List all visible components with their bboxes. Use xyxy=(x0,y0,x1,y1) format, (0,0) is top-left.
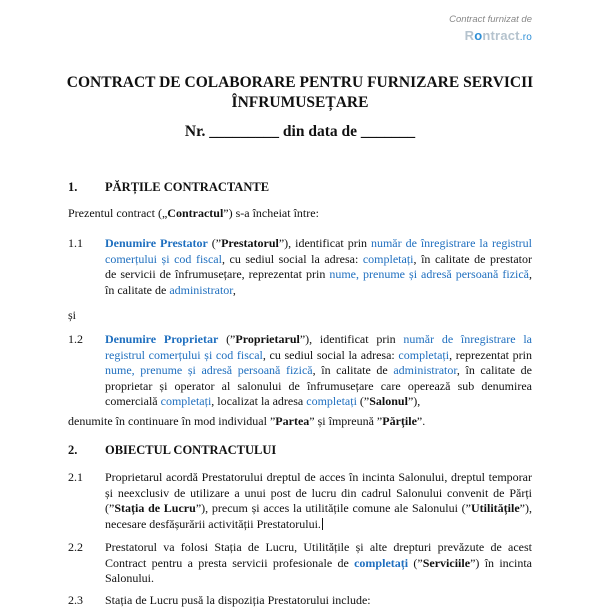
clause-1-1-text: Denumire Prestator (”Prestatorul”), identificat prin număr de înregistrare la registrul comerțului și cod fiscal, cu sediul social la adresa: completați, în calitate de prestator de servicii de înfrumusețare, reprezentat prin nume, prenume și adresă persoană fizică, în calitate de administrator, xyxy=(105,236,533,297)
section-1-outro: denumite în continuare în mod individual ”Partea” și împreună ”Părțile”. xyxy=(68,414,426,428)
clause-2-1-text: Proprietarul acordă Prestatorului dreptul de acces în incinta Salonului, dreptul temporar și neexclusiv de utilizare a unui post de lucru din cadrul Salonului convenit de Părți (”Stația de Lucru”), precum și acces la utilitățile comune ale Salonului (”Utilitățile”), necesare desfășurării activității Prestatorului. xyxy=(105,470,532,531)
clause-2-2-text: Prestatorul va folosi Stația de Lucru, Utilitățile și alte drepturi prevăzute de acest Contract pentru a presta servicii profesionale de completați (”Serviciile”) în incinta Salonului. xyxy=(105,540,532,586)
clause-2-2-number: 2.2 xyxy=(68,540,83,554)
brand-tagline: Contract furnizat de xyxy=(449,14,532,25)
clause-1-1-number: 1.1 xyxy=(68,236,83,250)
section-1-intro: Prezentul contract („Contractul”) s-a încheiat între: xyxy=(68,206,319,220)
clause-2-3-text: Stația de Lucru pusă la dispoziția Prestatorului include: xyxy=(105,593,371,607)
conjunction-si: și xyxy=(68,308,77,322)
clause-2-3-number: 2.3 xyxy=(68,593,83,607)
text-cursor xyxy=(322,518,323,530)
section-2-heading: 2. OBIECTUL CONTRACTULUI xyxy=(68,443,277,457)
clause-1-2-text: Denumire Proprietar (”Proprietarul”), identificat prin număr de înregistrare la registrul comerțului și cod fiscal, cu sediul social la adresa: completați, reprezentat prin nume, prenume și adresă persoană fizică, în calitate de administrator, în calitate de proprietar și operator al salonului de înfrumusețare care operează sub denumirea comercială completați, localizat la adresa completați (”Salonul”), xyxy=(105,332,532,409)
clause-2-1-number: 2.1 xyxy=(68,470,83,484)
provider-brand xyxy=(449,14,532,43)
document-title: CONTRACT DE COLABORARE PENTRU FURNIZARE SERVICII ÎNFRUMUSEȚARE xyxy=(66,74,534,111)
section-1-heading: 1. PĂRȚILE CONTRACTANTE xyxy=(68,180,270,194)
brand-logo: Rontract.ro xyxy=(464,28,532,43)
contract-number-line: Nr. _________ din data de _______ xyxy=(184,123,416,140)
clause-1-2-number: 1.2 xyxy=(68,332,83,346)
